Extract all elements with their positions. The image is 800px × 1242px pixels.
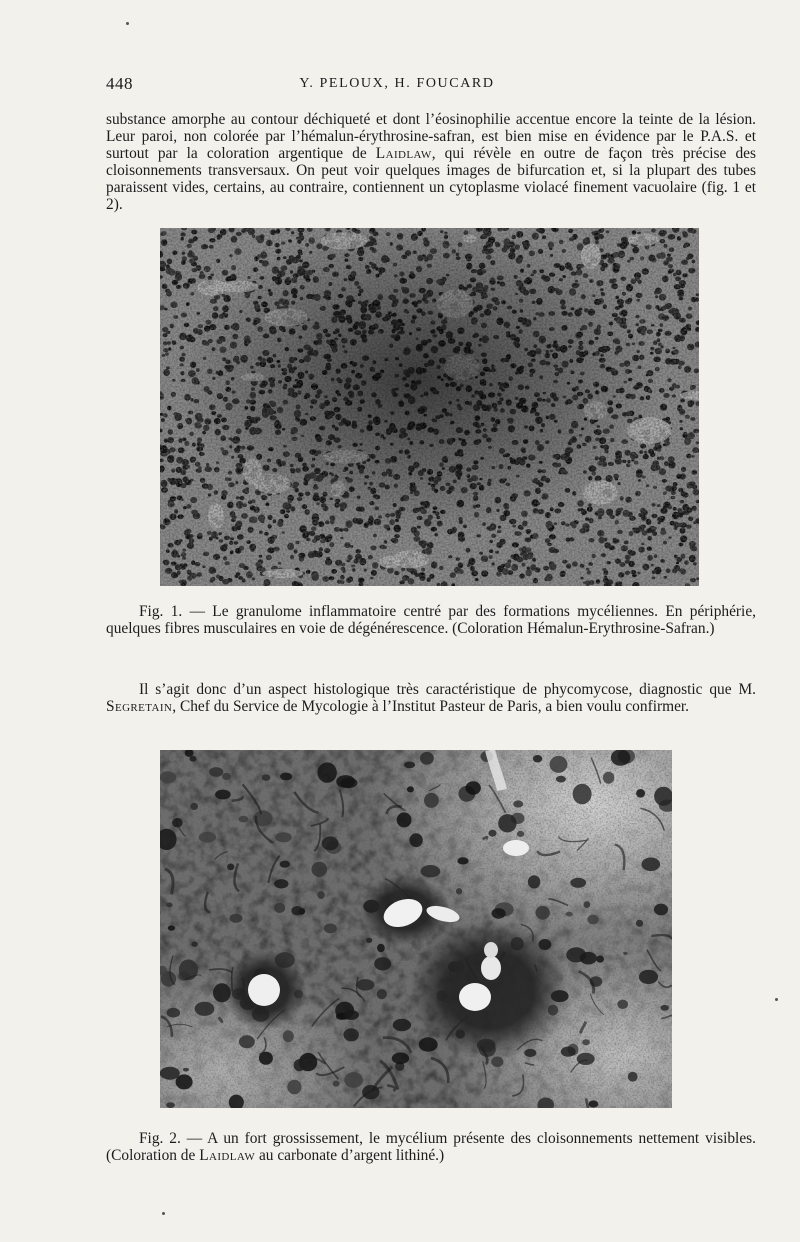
cell-nucleus bbox=[317, 891, 324, 899]
print-speck bbox=[162, 1212, 165, 1215]
cell-nucleus bbox=[322, 836, 339, 850]
cell-nucleus bbox=[312, 862, 328, 877]
cell-nucleus bbox=[274, 903, 285, 913]
cell-nucleus bbox=[424, 793, 439, 808]
cell-nucleus bbox=[393, 1019, 411, 1031]
cell-nucleus bbox=[168, 925, 175, 930]
cell-nucleus bbox=[639, 970, 658, 984]
cell-nucleus bbox=[636, 789, 645, 798]
cell-nucleus bbox=[642, 858, 661, 872]
print-speck bbox=[775, 998, 778, 1001]
cell-nucleus bbox=[294, 1059, 306, 1071]
figure-2-image bbox=[160, 750, 672, 1108]
running-head: Y. PELOUX, H. FOUCARD bbox=[299, 76, 495, 91]
cell-nucleus bbox=[596, 956, 604, 963]
cell-nucleus bbox=[280, 861, 290, 868]
cell-nucleus bbox=[227, 864, 234, 871]
cell-nucleus bbox=[362, 1085, 379, 1099]
cell-nucleus bbox=[262, 774, 271, 781]
page-number: 448 bbox=[106, 74, 133, 93]
cell-nucleus bbox=[190, 756, 197, 762]
cell-nucleus bbox=[628, 1072, 638, 1082]
cell-nucleus bbox=[160, 771, 176, 783]
cell-nucleus bbox=[420, 752, 434, 765]
cell-nucleus bbox=[239, 1035, 255, 1048]
cell-nucleus bbox=[374, 957, 391, 970]
cell-nucleus bbox=[222, 773, 231, 780]
cell-nucleus bbox=[274, 879, 288, 888]
cell-nucleus bbox=[589, 1100, 599, 1107]
cell-nucleus bbox=[489, 830, 497, 837]
cell-nucleus bbox=[318, 762, 337, 782]
fiber-strand bbox=[483, 837, 487, 839]
cell-nucleus bbox=[561, 1047, 576, 1057]
body-paragraph-2 bbox=[106, 682, 756, 716]
cell-nucleus bbox=[636, 920, 643, 927]
cell-nucleus bbox=[392, 1053, 409, 1065]
figure-1-image bbox=[160, 228, 699, 586]
cell-nucleus bbox=[603, 772, 614, 784]
figure-2-caption bbox=[106, 1131, 756, 1165]
cell-nucleus bbox=[230, 914, 243, 923]
cell-nucleus bbox=[199, 832, 216, 843]
cell-nucleus bbox=[215, 790, 231, 800]
cell-nucleus bbox=[404, 762, 415, 769]
cell-nucleus bbox=[528, 875, 540, 888]
cell-nucleus bbox=[190, 803, 198, 810]
cell-nucleus bbox=[166, 1102, 175, 1108]
cell-nucleus bbox=[582, 1039, 590, 1045]
cell-nucleus bbox=[498, 814, 516, 832]
cell-nucleus bbox=[550, 756, 568, 773]
cell-nucleus bbox=[366, 938, 372, 943]
paragraph-2-text-b: , Chef du Service de Mycologie à l’Institut Pasteur de Paris, a bien voulu confirmer. bbox=[172, 697, 690, 715]
cell-nucleus bbox=[344, 1010, 359, 1020]
cell-nucleus bbox=[344, 1072, 363, 1088]
cell-nucleus bbox=[533, 755, 542, 762]
cell-nucleus bbox=[517, 831, 524, 837]
paragraph-2-text-a: Il s’agit donc d’un aspect histologique très caractéristique de phycomycose, diagnostic que M. bbox=[139, 681, 756, 698]
cell-nucleus bbox=[588, 915, 599, 925]
cell-nucleus bbox=[209, 767, 223, 777]
figure-1-caption: Fig. 1. — Le granulome inflammatoire centré par des formations mycéliennes. En périphérie, quelques fibres musculaires en voie de dégénérescence. (Coloration Hémalun-Erythrosine-Safran.) bbox=[106, 603, 756, 637]
cell-nucleus bbox=[238, 816, 248, 823]
cell-nucleus bbox=[183, 1068, 189, 1072]
cell-nucleus bbox=[654, 904, 668, 916]
print-speck bbox=[126, 22, 129, 25]
cell-nucleus bbox=[291, 906, 302, 915]
figure-2-caption-text-a: Fig. 2. — A un fort grossissement, le mycélium présente des cloisonnements nettement visibles. (Coloration de bbox=[106, 1130, 756, 1164]
cell-nucleus bbox=[160, 1067, 180, 1080]
cell-nucleus bbox=[556, 776, 566, 783]
cell-nucleus bbox=[407, 786, 414, 792]
paragraph-1-text-a: substance amorphe au contour déchiqueté et dont l’éosinophilie accentue encore la teinte de la lésion. Leur paroi, non colorée par l’hémalun-érythrosine-safran, est bien mise en évidence par le P.A.S. et surtout par la coloration argentique de bbox=[106, 111, 756, 162]
cell-nucleus bbox=[344, 1028, 359, 1041]
cell-nucleus bbox=[466, 781, 481, 794]
cell-nucleus bbox=[356, 979, 374, 990]
cell-nucleus bbox=[421, 865, 441, 877]
figure-2-caption-text-b: au carbonate d’argent lithiné.) bbox=[255, 1146, 445, 1164]
cell-nucleus bbox=[457, 857, 468, 864]
cell-nucleus bbox=[166, 903, 172, 908]
cell-nucleus bbox=[409, 833, 422, 847]
cell-nucleus bbox=[324, 923, 337, 933]
cell-nucleus bbox=[492, 908, 506, 919]
cell-nucleus bbox=[191, 942, 197, 947]
cell-nucleus bbox=[287, 1080, 301, 1095]
cell-nucleus bbox=[570, 878, 586, 888]
cell-nucleus bbox=[179, 959, 198, 980]
cell-nucleus bbox=[275, 832, 292, 842]
cell-nucleus bbox=[397, 812, 412, 827]
cell-nucleus bbox=[584, 901, 591, 908]
cell-nucleus bbox=[280, 773, 292, 781]
cell-nucleus bbox=[573, 784, 592, 805]
author-name-laidlaw: Laidlaw bbox=[375, 144, 432, 162]
cell-nucleus bbox=[566, 912, 573, 917]
cell-nucleus bbox=[661, 1005, 669, 1011]
cell-nucleus bbox=[377, 944, 385, 952]
cell-nucleus bbox=[536, 906, 550, 920]
cell-nucleus bbox=[283, 1030, 294, 1042]
paragraph-1-text-b: , qui révèle en outre de façon très précise des cloisonnements transversaux. On peut voir quelques images de bifurcation et, si la plupart des tubes paraissent vides, certains, au contraire, contiennent un cytoplasme violacé finement vacuolaire (fig. 1 et 2). bbox=[106, 144, 757, 213]
figure-2-caption-name: Laidlaw bbox=[199, 1146, 256, 1164]
cell-nucleus bbox=[611, 750, 631, 766]
figure-1-micrograph bbox=[160, 228, 699, 586]
cell-nucleus bbox=[456, 888, 462, 894]
author-name-segretain: Segretain bbox=[106, 697, 173, 715]
cell-nucleus bbox=[195, 1002, 215, 1016]
body-paragraph-1 bbox=[106, 112, 756, 213]
cell-nucleus bbox=[377, 989, 387, 999]
cell-nucleus bbox=[167, 1008, 181, 1018]
cell-nucleus bbox=[580, 952, 597, 965]
cell-nucleus bbox=[617, 1000, 628, 1009]
cell-nucleus bbox=[513, 800, 523, 807]
figure-2-micrograph bbox=[160, 750, 672, 1108]
page-header bbox=[106, 74, 688, 94]
cell-nucleus bbox=[336, 775, 355, 788]
cell-nucleus bbox=[333, 1081, 340, 1087]
